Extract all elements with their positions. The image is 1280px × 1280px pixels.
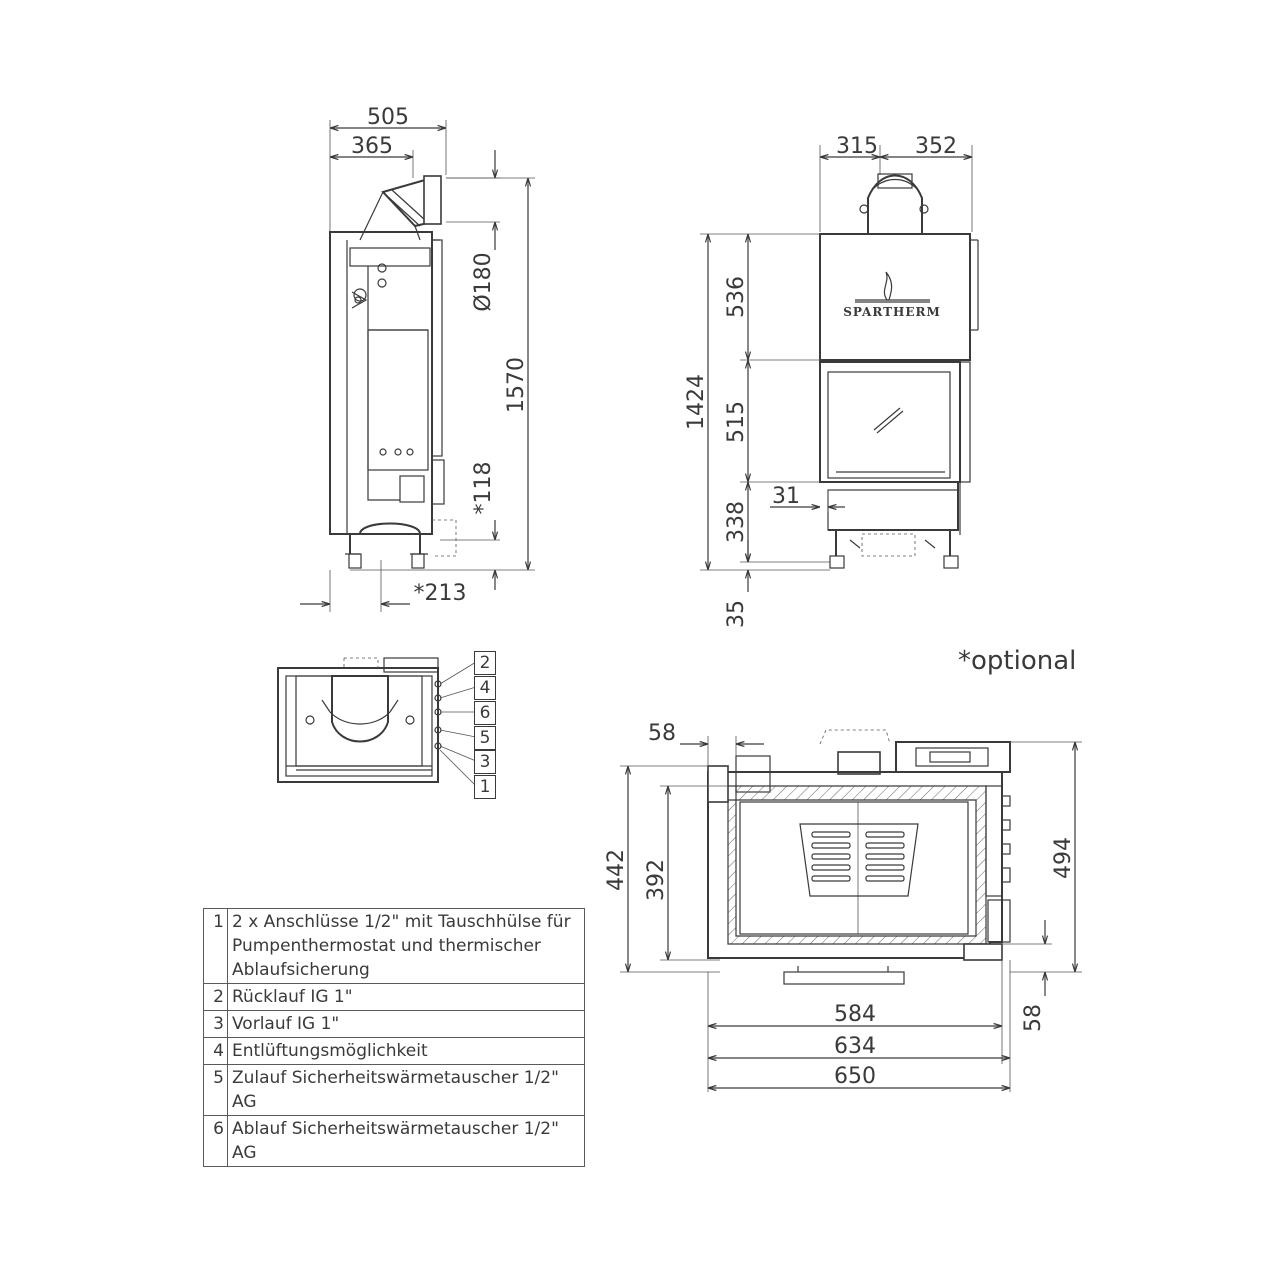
callout-2: 2 (474, 651, 496, 675)
callout-6: 6 (474, 701, 496, 725)
legend-num: 6 (204, 1116, 228, 1167)
dim-58-right: 58 (1021, 1004, 1046, 1032)
dim-494: 494 (1051, 837, 1076, 879)
legend-num: 1 (204, 909, 228, 984)
legend-row (204, 1038, 585, 1065)
dim-365: 365 (351, 134, 393, 159)
dim-515: 515 (724, 401, 749, 443)
dim-31: 31 (772, 484, 800, 509)
dim-118: *118 (471, 461, 496, 515)
legend-num: 3 (204, 1011, 228, 1038)
optional-note: *optional (958, 646, 1077, 676)
top-view (278, 658, 476, 786)
dim-392: 392 (644, 859, 669, 901)
plan-view (604, 721, 1082, 1092)
legend-text: Vorlauf IG 1" (228, 1011, 585, 1038)
legend-text: Zulauf Sicherheitswärmetauscher 1/2" AG (228, 1065, 585, 1116)
legend-text: Ablauf Sicherheitswärmetauscher 1/2" AG (228, 1116, 585, 1167)
brand-logo: SPARTHERM (843, 305, 941, 319)
dim-213: *213 (413, 581, 467, 606)
callout-5: 5 (474, 726, 496, 750)
dim-35: 35 (724, 600, 749, 628)
dim-584: 584 (834, 1002, 876, 1027)
legend-row (204, 909, 585, 984)
dim-634: 634 (834, 1034, 876, 1059)
front-view (684, 134, 978, 628)
legend-num: 5 (204, 1065, 228, 1116)
dim-338: 338 (724, 501, 749, 543)
legend-row (204, 1116, 585, 1167)
dim-536: 536 (724, 276, 749, 318)
legend-row (204, 1011, 585, 1038)
legend-row (204, 1065, 585, 1116)
callout-3: 3 (474, 750, 496, 774)
dim-1424: 1424 (684, 374, 709, 430)
legend-num: 4 (204, 1038, 228, 1065)
legend-text: Entlüftungsmöglichkeit (228, 1038, 585, 1065)
dim-352: 352 (915, 134, 957, 159)
callout-1: 1 (474, 775, 496, 799)
dim-58-top: 58 (648, 721, 676, 746)
dim-1570: 1570 (504, 357, 529, 413)
legend-row (204, 984, 585, 1011)
legend-num: 2 (204, 984, 228, 1011)
legend-text: Rücklauf IG 1" (228, 984, 585, 1011)
dim-505: 505 (367, 105, 409, 130)
dim-315: 315 (836, 134, 878, 159)
side-view (300, 105, 535, 612)
dim-650: 650 (834, 1064, 876, 1089)
dim-180: Ø180 (471, 252, 496, 312)
callout-4: 4 (474, 676, 496, 700)
legend-table (203, 908, 585, 1167)
dim-442: 442 (604, 849, 629, 891)
legend-text: 2 x Anschlüsse 1/2" mit Tauschhülse für Pumpenthermostat und thermischer Ablaufsicherung (228, 909, 585, 984)
